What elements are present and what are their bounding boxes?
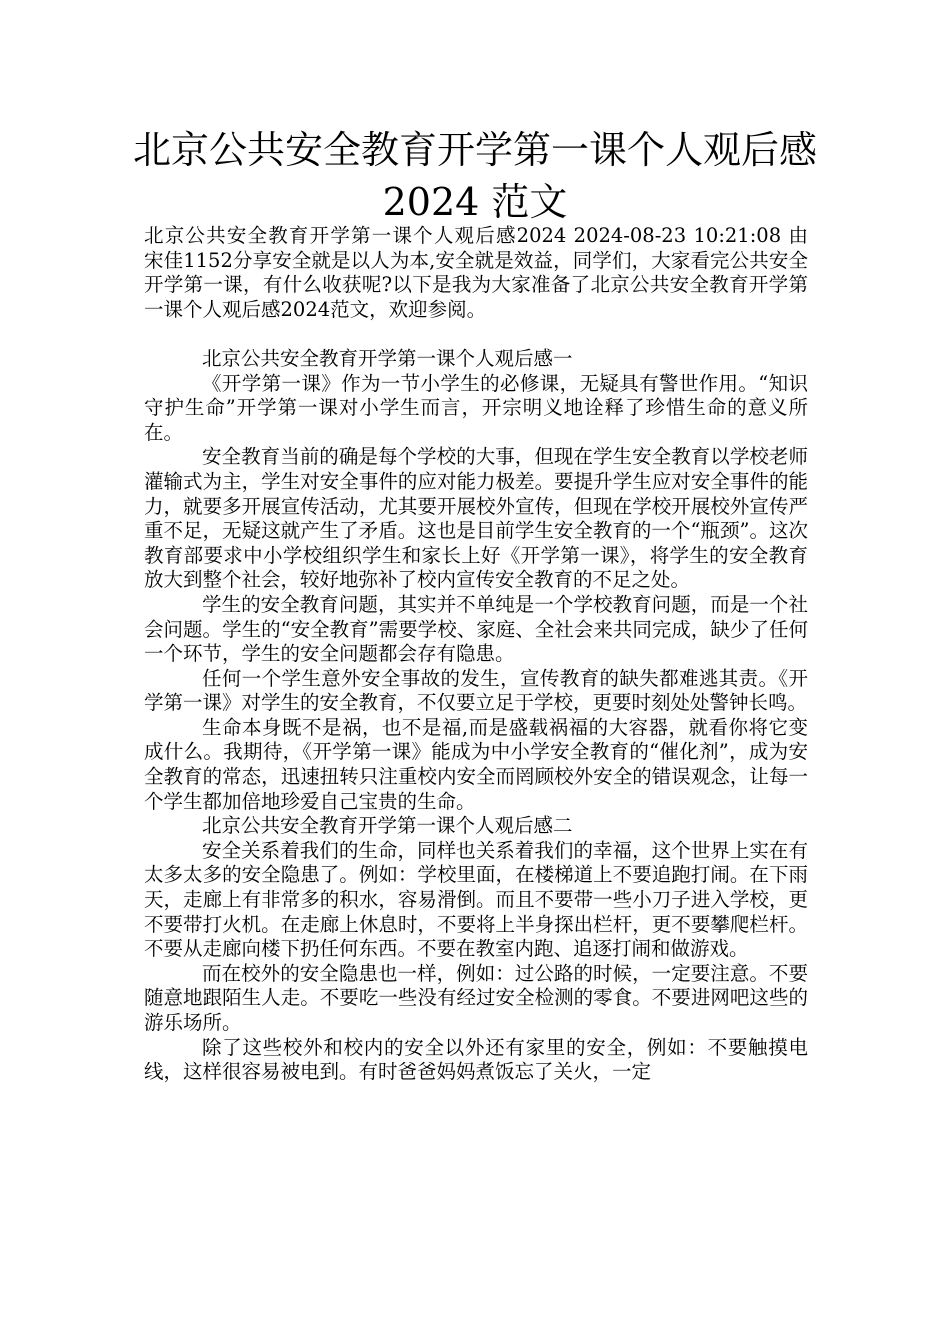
document-title-line-2: 2024 范文 — [382, 180, 568, 224]
section-heading-2: 北京公共安全教育开学第一课个人观后感二 — [202, 814, 573, 838]
intro-paragraph: 北京公共安全教育开学第一课个人观后感2024 2024-08-23 10:21:08 由 宋佳1152分享安全就是以人为本,安全就是效益，同学们，大家看完公共安全开学第一课，有什么收获呢?以下是我为大家准备了北京公共安全教育开学第一课个人观后感2024范文，欢迎参阅。 — [144, 224, 808, 321]
section1-paragraph: 学生的安全教育问题，其实并不单纯是一个学校教育问题，而是一个社会问题。学生的“安全教育”需要学校、家庭、全社会来共同完成，缺少了任何一个环节，学生的安全问题都会存有隐患。 — [144, 592, 808, 666]
section2-paragraph: 而在校外的安全隐患也一样，例如：过公路的时候，一定要注意。不要随意地跟陌生人走。不要吃一些没有经过安全检测的零食。不要进网吧这些的游乐场所。 — [144, 961, 808, 1034]
blank-line — [144, 322, 808, 347]
section2-paragraph: 安全关系着我们的生命，同样也关系着我们的幸福，这个世界上实在有太多太多的安全隐患了。例如：学校里面，在楼梯道上不要追跑打闹。在下雨天，走廊上有非常多的积水，容易滑倒。而且不要带一些小刀子进入学校，更不要带打火机。在走廊上休息时，不要将上半身探出栏杆，更不要攀爬栏杆。不要从走廊向楼下扔任何东西。不要在教室内跑、追逐打闹和做游戏。 — [144, 838, 808, 961]
document-title-line-1: 北京公共安全教育开学第一课个人观后感 — [132, 128, 817, 172]
section1-paragraph: 生命本身既不是祸，也不是福,而是盛载祸福的大容器，就看你将它变成什么。我期待，《开学第一课》能成为中小学安全教育的“催化剂”，成为安全教育的常态，迅速扭转只注重校内安全而罔顾校外安全的错误观念，让每一个学生都加倍地珍爱自己宝贵的生命。 — [144, 715, 808, 813]
document-body — [144, 224, 808, 1085]
section1-paragraph: 任何一个学生意外安全事故的发生，宣传教育的缺失都难逃其责。《开学第一课》对学生的安全教育，不仅要立足于学校，更要时刻处处警钟长鸣。 — [144, 666, 808, 715]
section2-paragraph: 除了这些校外和校内的安全以外还有家里的安全，例如：不要触摸电线，这样很容易被电到。有时爸爸妈妈煮饭忘了关火，一定 — [144, 1035, 808, 1084]
section-heading-1: 北京公共安全教育开学第一课个人观后感一 — [202, 346, 573, 370]
section1-paragraph: 安全教育当前的确是每个学校的大事，但现在学生安全教育以学校老师灌输式为主，学生对安全事件的应对能力极差。要提升学生应对安全事件的能力，就要多开展宣传活动，尤其要开展校外宣传，但现在学校开展校外宣传严重不足，无疑这就产生了矛盾。这也是目前学生安全教育的一个“瓶颈”。这次教育部要求中小学校组织学生和家长上好《开学第一课》，将学生的安全教育放大到整个社会，较好地弥补了校内宣传安全教育的不足之处。 — [144, 445, 808, 592]
section1-paragraph: 《开学第一课》作为一节小学生的必修课，无疑具有警世作用。“知识守护生命”开学第一课对小学生而言，开宗明义地诠释了珍惜生命的意义所在。 — [144, 371, 808, 444]
